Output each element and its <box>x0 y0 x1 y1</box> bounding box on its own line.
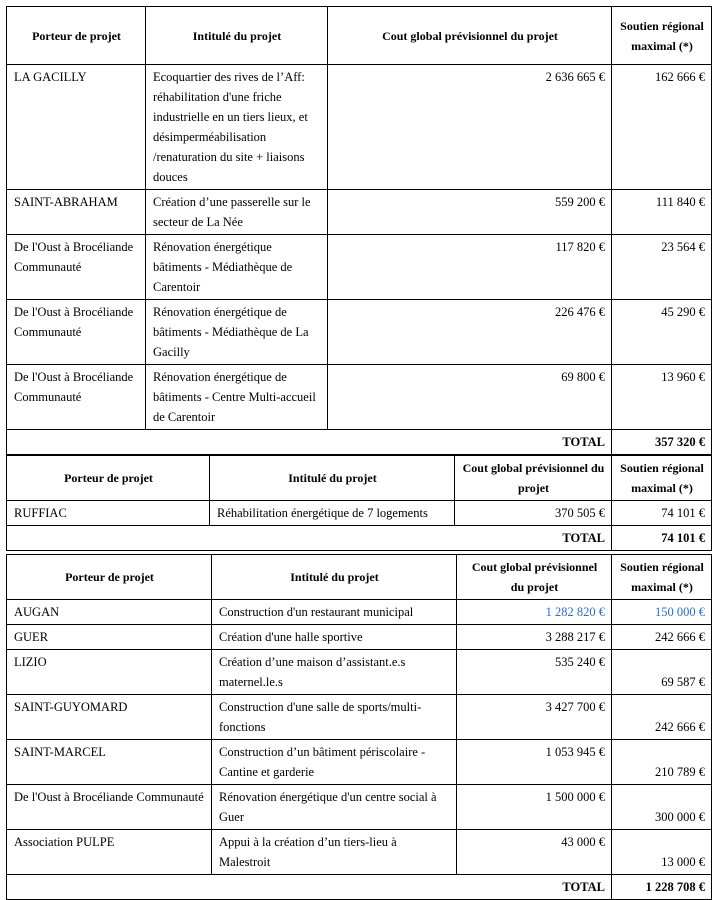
cell-cout: 69 800 € <box>328 365 612 430</box>
cell-porteur: De l'Oust à Brocéliande Communauté <box>7 235 146 300</box>
cell-porteur: RUFFIAC <box>7 501 210 526</box>
cell-intitule: Construction d'une salle de sports/multi-fonctions <box>212 695 457 740</box>
cell-cout: 226 476 € <box>328 300 612 365</box>
total-label: TOTAL <box>7 875 612 900</box>
cell-porteur: SAINT-MARCEL <box>7 740 212 785</box>
table-header-row <box>7 456 712 501</box>
cell-soutien: 45 290 € <box>612 300 712 365</box>
table-row <box>7 300 712 365</box>
header-intitule: Intitulé du projet <box>210 456 455 501</box>
cell-soutien: 13 000 € <box>612 830 712 875</box>
header-porteur: Porteur de projet <box>7 456 210 501</box>
project-table-2 <box>6 455 712 551</box>
cell-porteur: De l'Oust à Brocéliande Communauté <box>7 785 212 830</box>
cell-soutien: 13 960 € <box>612 365 712 430</box>
total-label: TOTAL <box>7 526 612 551</box>
project-table-1 <box>6 6 712 455</box>
total-row <box>7 430 712 455</box>
cell-cout: 1 282 820 € <box>457 600 612 625</box>
cell-intitule: Construction d’un bâtiment périscolaire - Cantine et garderie <box>212 740 457 785</box>
total-row <box>7 526 712 551</box>
cell-intitule: Réhabilitation énergétique de 7 logements <box>210 501 455 526</box>
table-header-row <box>7 7 712 65</box>
cell-cout: 1 053 945 € <box>457 740 612 785</box>
total-row <box>7 875 712 900</box>
cell-cout: 559 200 € <box>328 190 612 235</box>
cell-soutien: 210 789 € <box>612 740 712 785</box>
cell-porteur: LIZIO <box>7 650 212 695</box>
total-value: 357 320 € <box>612 430 712 455</box>
header-cout: Cout global prévisionnel du projet <box>328 7 612 65</box>
table-header-row <box>7 555 712 600</box>
cell-soutien: 74 101 € <box>612 501 712 526</box>
table-row <box>7 600 712 625</box>
cell-porteur: AUGAN <box>7 600 212 625</box>
cell-soutien: 23 564 € <box>612 235 712 300</box>
cell-soutien: 111 840 € <box>612 190 712 235</box>
table-row <box>7 785 712 830</box>
cell-cout: 1 500 000 € <box>457 785 612 830</box>
header-porteur: Porteur de projet <box>7 7 146 65</box>
cell-intitule: Rénovation énergétique bâtiments - Médiathèque de Carentoir <box>146 235 328 300</box>
table-row <box>7 501 712 526</box>
project-table-3 <box>6 554 712 900</box>
cell-intitule: Ecoquartier des rives de l’Aff: réhabilitation d'une friche industrielle en un tiers lieux, et désimperméabilisation /renaturation du site + liaisons douces <box>146 65 328 190</box>
cell-porteur: De l'Oust à Brocéliande Communauté <box>7 365 146 430</box>
total-value: 74 101 € <box>612 526 712 551</box>
header-soutien: Soutien régional maximal (*) <box>612 7 712 65</box>
cell-cout: 43 000 € <box>457 830 612 875</box>
header-soutien: Soutien régional maximal (*) <box>612 555 712 600</box>
cell-porteur: SAINT-ABRAHAM <box>7 190 146 235</box>
cell-intitule: Rénovation énergétique d'un centre social à Guer <box>212 785 457 830</box>
cell-cout: 3 427 700 € <box>457 695 612 740</box>
cell-porteur: De l'Oust à Brocéliande Communauté <box>7 300 146 365</box>
cell-porteur: LA GACILLY <box>7 65 146 190</box>
cell-cout: 370 505 € <box>455 501 612 526</box>
cell-soutien: 242 666 € <box>612 695 712 740</box>
table-row <box>7 190 712 235</box>
cell-porteur: GUER <box>7 625 212 650</box>
cell-intitule: Rénovation énergétique de bâtiments - Centre Multi-accueil de Carentoir <box>146 365 328 430</box>
header-intitule: Intitulé du projet <box>212 555 457 600</box>
table-row <box>7 235 712 300</box>
table-row <box>7 650 712 695</box>
table-row <box>7 740 712 785</box>
cell-soutien: 162 666 € <box>612 65 712 190</box>
cell-intitule: Création d'une halle sportive <box>212 625 457 650</box>
header-cout: Cout global prévisionnel du projet <box>455 456 612 501</box>
cell-soutien: 300 000 € <box>612 785 712 830</box>
table-row <box>7 695 712 740</box>
header-porteur: Porteur de projet <box>7 555 212 600</box>
cell-cout: 117 820 € <box>328 235 612 300</box>
cell-intitule: Construction d'un restaurant municipal <box>212 600 457 625</box>
cell-intitule: Rénovation énergétique de bâtiments - Médiathèque de La Gacilly <box>146 300 328 365</box>
cell-cout: 3 288 217 € <box>457 625 612 650</box>
cell-cout: 2 636 665 € <box>328 65 612 190</box>
header-soutien: Soutien régional maximal (*) <box>612 456 712 501</box>
table-row <box>7 365 712 430</box>
cell-porteur: SAINT-GUYOMARD <box>7 695 212 740</box>
cell-intitule: Création d’une passerelle sur le secteur de La Née <box>146 190 328 235</box>
total-value: 1 228 708 € <box>612 875 712 900</box>
cell-cout: 535 240 € <box>457 650 612 695</box>
header-cout: Cout global prévisionnel du projet <box>457 555 612 600</box>
header-intitule: Intitulé du projet <box>146 7 328 65</box>
cell-porteur: Association PULPE <box>7 830 212 875</box>
table-row <box>7 830 712 875</box>
cell-soutien: 150 000 € <box>612 600 712 625</box>
cell-soutien: 69 587 € <box>612 650 712 695</box>
table-row <box>7 65 712 190</box>
total-label: TOTAL <box>7 430 612 455</box>
cell-intitule: Création d’une maison d’assistant.e.s maternel.le.s <box>212 650 457 695</box>
cell-intitule: Appui à la création d’un tiers-lieu à Malestroit <box>212 830 457 875</box>
table-row <box>7 625 712 650</box>
cell-soutien: 242 666 € <box>612 625 712 650</box>
